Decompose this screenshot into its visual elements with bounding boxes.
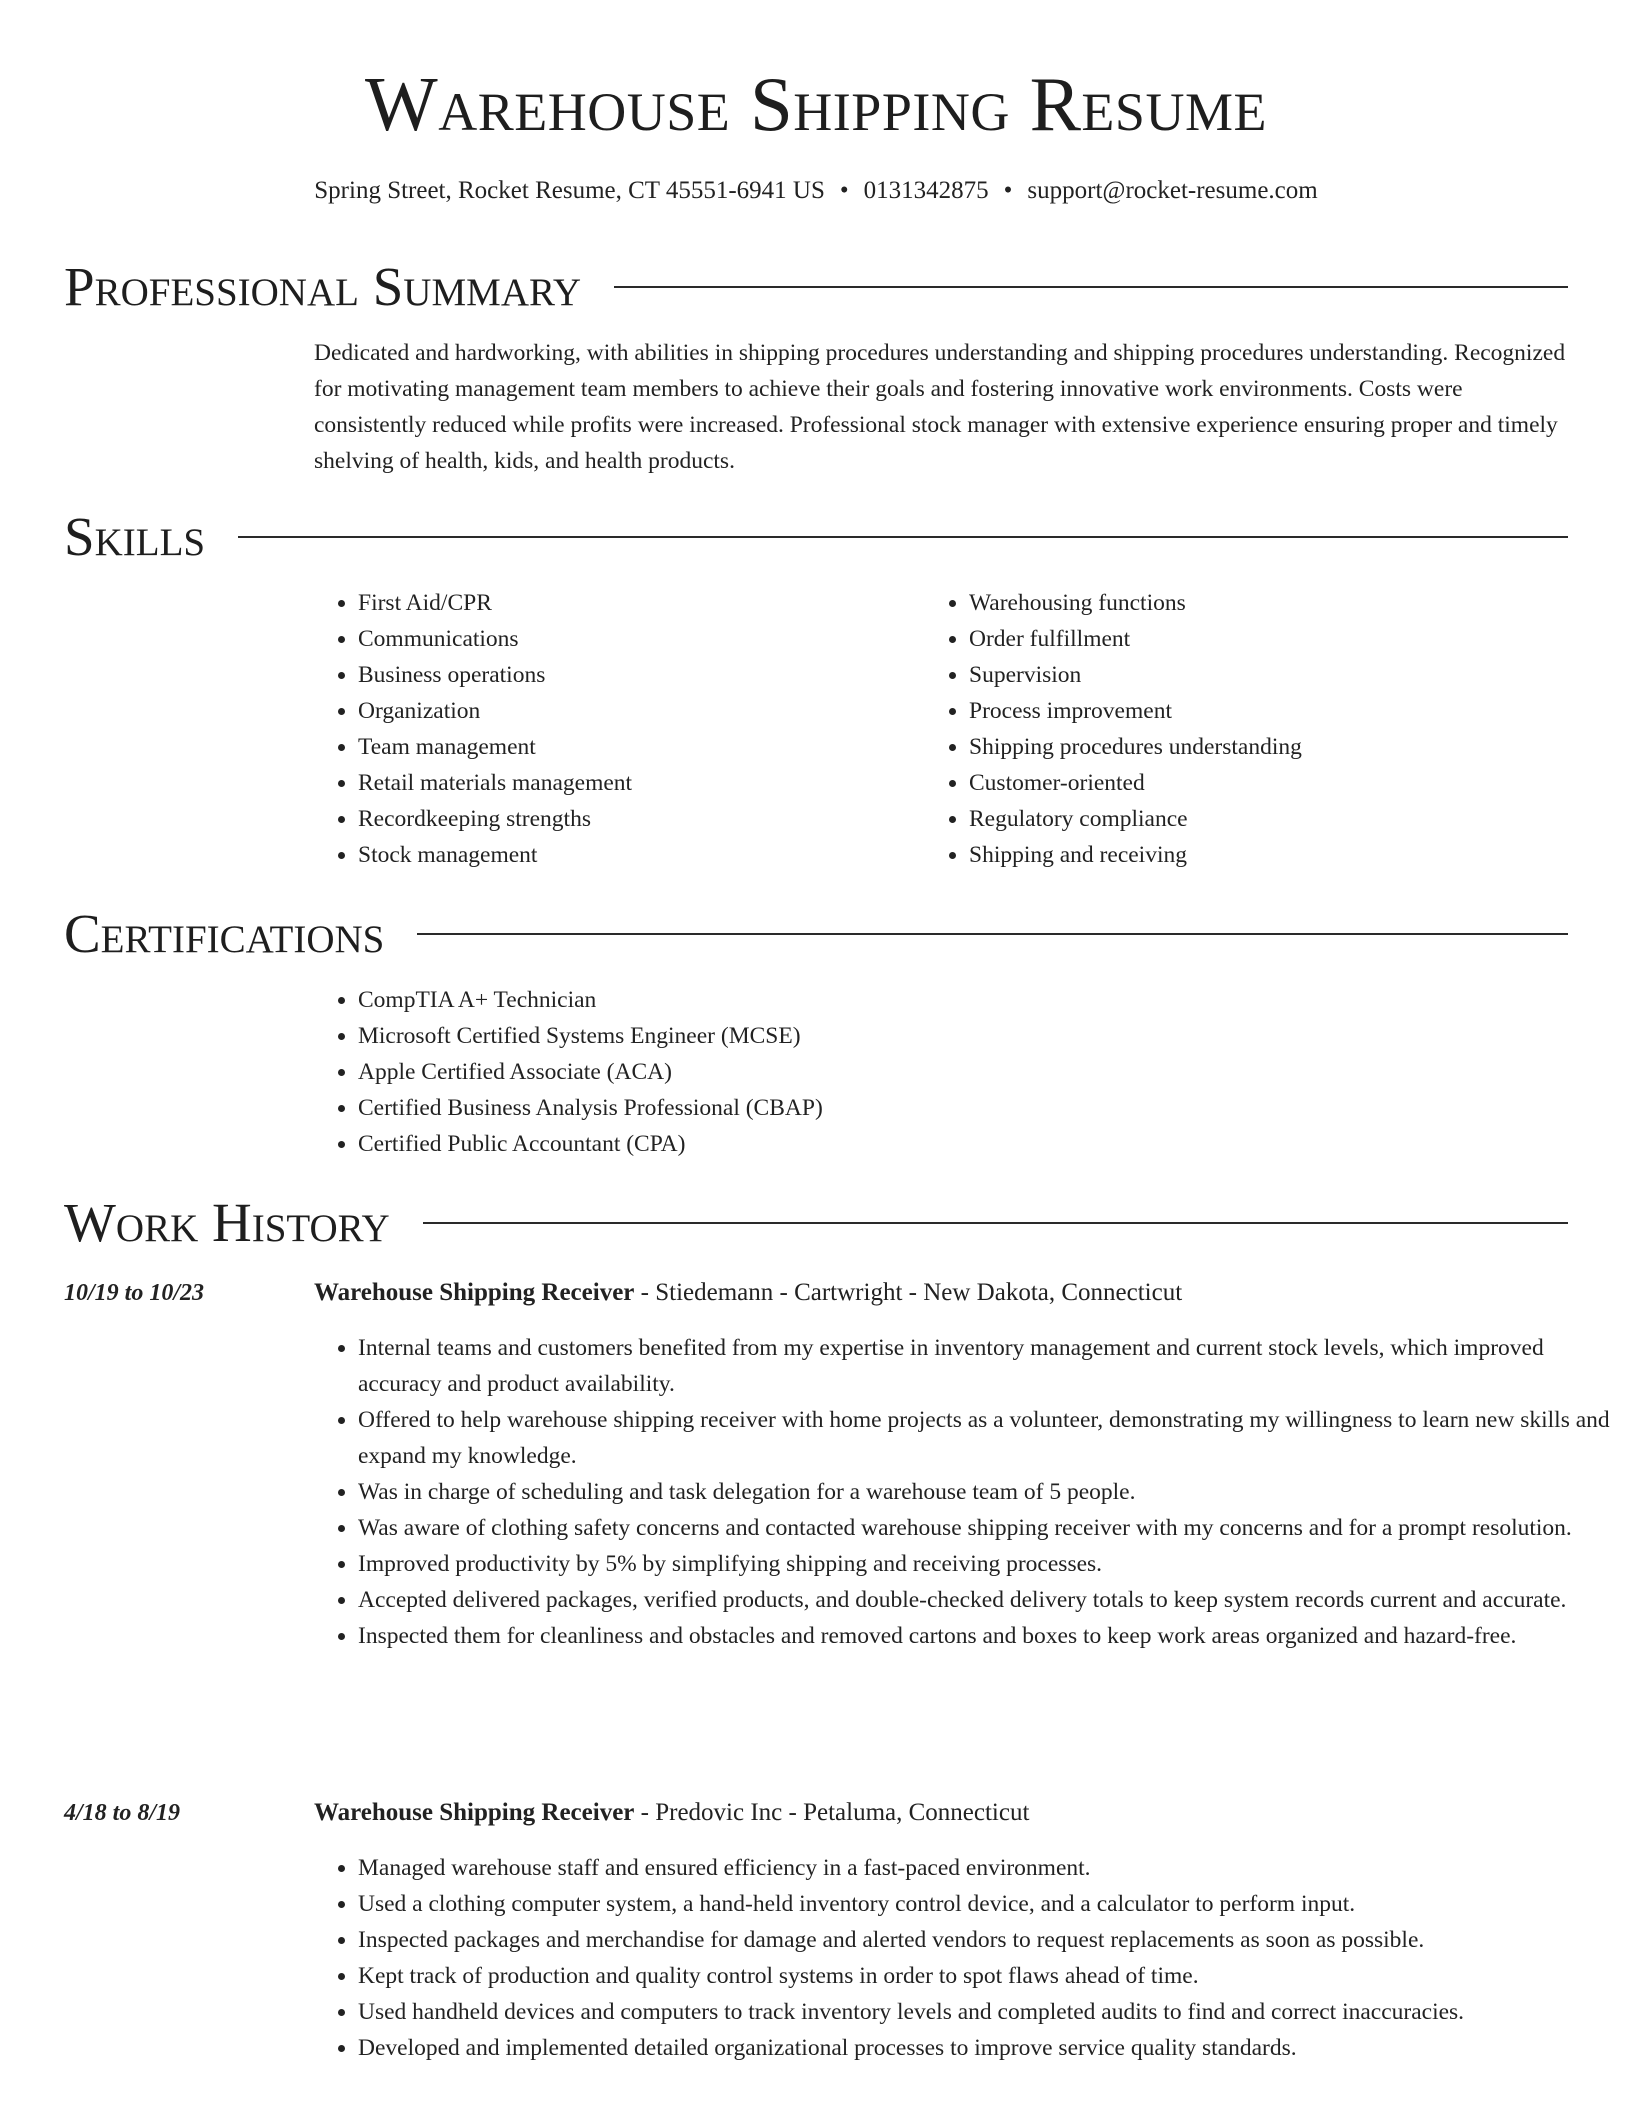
job-header [314,1276,1182,1310]
job-header [314,1796,1029,1830]
job-bullet: • Was aware of clothing safety concerns and contacted warehouse shipping receiver with my concerns and for a prompt resolution. [358,1510,1618,1546]
certification-item: • Microsoft Certified Systems Engineer (MCSE) [358,1018,1558,1054]
section-heading-label: Professional Summary [64,256,582,317]
job-title: Warehouse Shipping Receiver [314,1279,635,1306]
job-bullet: • Used a clothing computer system, a hand-held inventory control device, and a calculator to perform input. [358,1886,1618,1922]
job-details: - Stiedemann - Cartwright - New Dakota, Connecticut [634,1279,1183,1306]
skill-item: • Team management [358,729,898,765]
skill-item: • Shipping procedures understanding [969,729,1589,765]
section-heading-summary [64,254,1568,320]
skill-item: • Stock management [358,837,898,873]
job-bullets [314,1330,1618,1654]
job-bullet: • Developed and implemented detailed organizational processes to improve service quality standards. [358,2030,1618,2066]
job-dates: 10/19 to 10/23 [64,1280,205,1306]
skill-item: • Process improvement [969,693,1589,729]
skills-list-left [314,585,898,873]
contact-separator: • [839,177,849,204]
skill-item: • Customer-oriented [969,765,1589,801]
section-divider [614,286,1568,288]
skill-item: • Retail materials management [358,765,898,801]
job-bullet: • Accepted delivered packages, verified products, and double-checked delivery totals to keep system records current and accurate. [358,1582,1618,1618]
contact-phone: 0131342875 [863,177,989,204]
skill-item: • Organization [358,693,898,729]
skill-item: • Recordkeeping strengths [358,801,898,837]
job-bullet: • Was in charge of scheduling and task delegation for a warehouse team of 5 people. [358,1474,1618,1510]
skills-list-right [925,585,1589,873]
section-divider [417,933,1568,935]
skill-item: • Supervision [969,657,1589,693]
job-bullet: • Inspected them for cleanliness and obstacles and removed cartons and boxes to keep work areas organized and hazard-free. [358,1618,1618,1654]
section-heading-label: Certifications [64,903,385,964]
skill-item: • Warehousing functions [969,585,1589,621]
section-divider [423,1222,1568,1224]
job-bullet: • Inspected packages and merchandise for damage and alerted vendors to request replacements as soon as possible. [358,1922,1618,1958]
section-divider [238,536,1568,538]
certification-item: • Certified Public Accountant (CPA) [358,1126,1558,1162]
skill-item: • Business operations [358,657,898,693]
contact-address: Spring Street, Rocket Resume, CT 45551-6941 US [314,177,825,204]
skill-item: • First Aid/CPR [358,585,898,621]
contact-email[interactable]: support@rocket-resume.com [1027,177,1318,204]
job-bullet: • Improved productivity by 5% by simplifying shipping and receiving processes. [358,1546,1618,1582]
resume-title: Warehouse Shipping Resume [365,61,1267,147]
skill-item: • Shipping and receiving [969,837,1589,873]
contact-separator: • [1003,177,1013,204]
job-bullet: • Used handheld devices and computers to track inventory levels and completed audits to find and correct inaccuracies. [358,1994,1618,2030]
section-heading-label: Skills [64,506,206,567]
job-dates: 4/18 to 8/19 [64,1800,181,1826]
job-bullets [314,1850,1618,2066]
section-heading-label: Work History [64,1192,390,1253]
job-bullet: • Managed warehouse staff and ensured efficiency in a fast-paced environment. [358,1850,1618,1886]
skill-item: • Regulatory compliance [969,801,1589,837]
section-heading-certifications [64,901,1568,967]
job-bullet: • Kept track of production and quality control systems in order to spot flaws ahead of time. [358,1958,1618,1994]
certifications-list [314,982,1558,1162]
skill-item: • Communications [358,621,898,657]
certification-item: • Apple Certified Associate (ACA) [358,1054,1558,1090]
job-bullet: • Offered to help warehouse shipping receiver with home projects as a volunteer, demonstrating my willingness to learn new skills and expand my knowledge. [358,1402,1618,1474]
contact-line [0,174,1632,208]
certification-item: • CompTIA A+ Technician [358,982,1558,1018]
section-heading-work-history [64,1190,1568,1256]
job-bullet: • Internal teams and customers benefited from my expertise in inventory management and current stock levels, which improved accuracy and product availability. [358,1330,1618,1402]
skill-item: • Order fulfillment [969,621,1589,657]
job-title: Warehouse Shipping Receiver [314,1799,635,1826]
summary-text: Dedicated and hardworking, with abilities in shipping procedures understanding and shipping procedures understanding. Recognized for motivating management team members to achieve their goals and fostering innovative work environments. Costs were consistently reduced while profits were increased. Professional stock manager with extensive experience ensuring proper and timely shelving of health, kids, and health products. [314,340,1566,474]
section-heading-skills [64,504,1568,570]
certification-item: • Certified Business Analysis Professional (CBAP) [358,1090,1558,1126]
job-details: - Predovic Inc - Petaluma, Connecticut [634,1799,1030,1826]
